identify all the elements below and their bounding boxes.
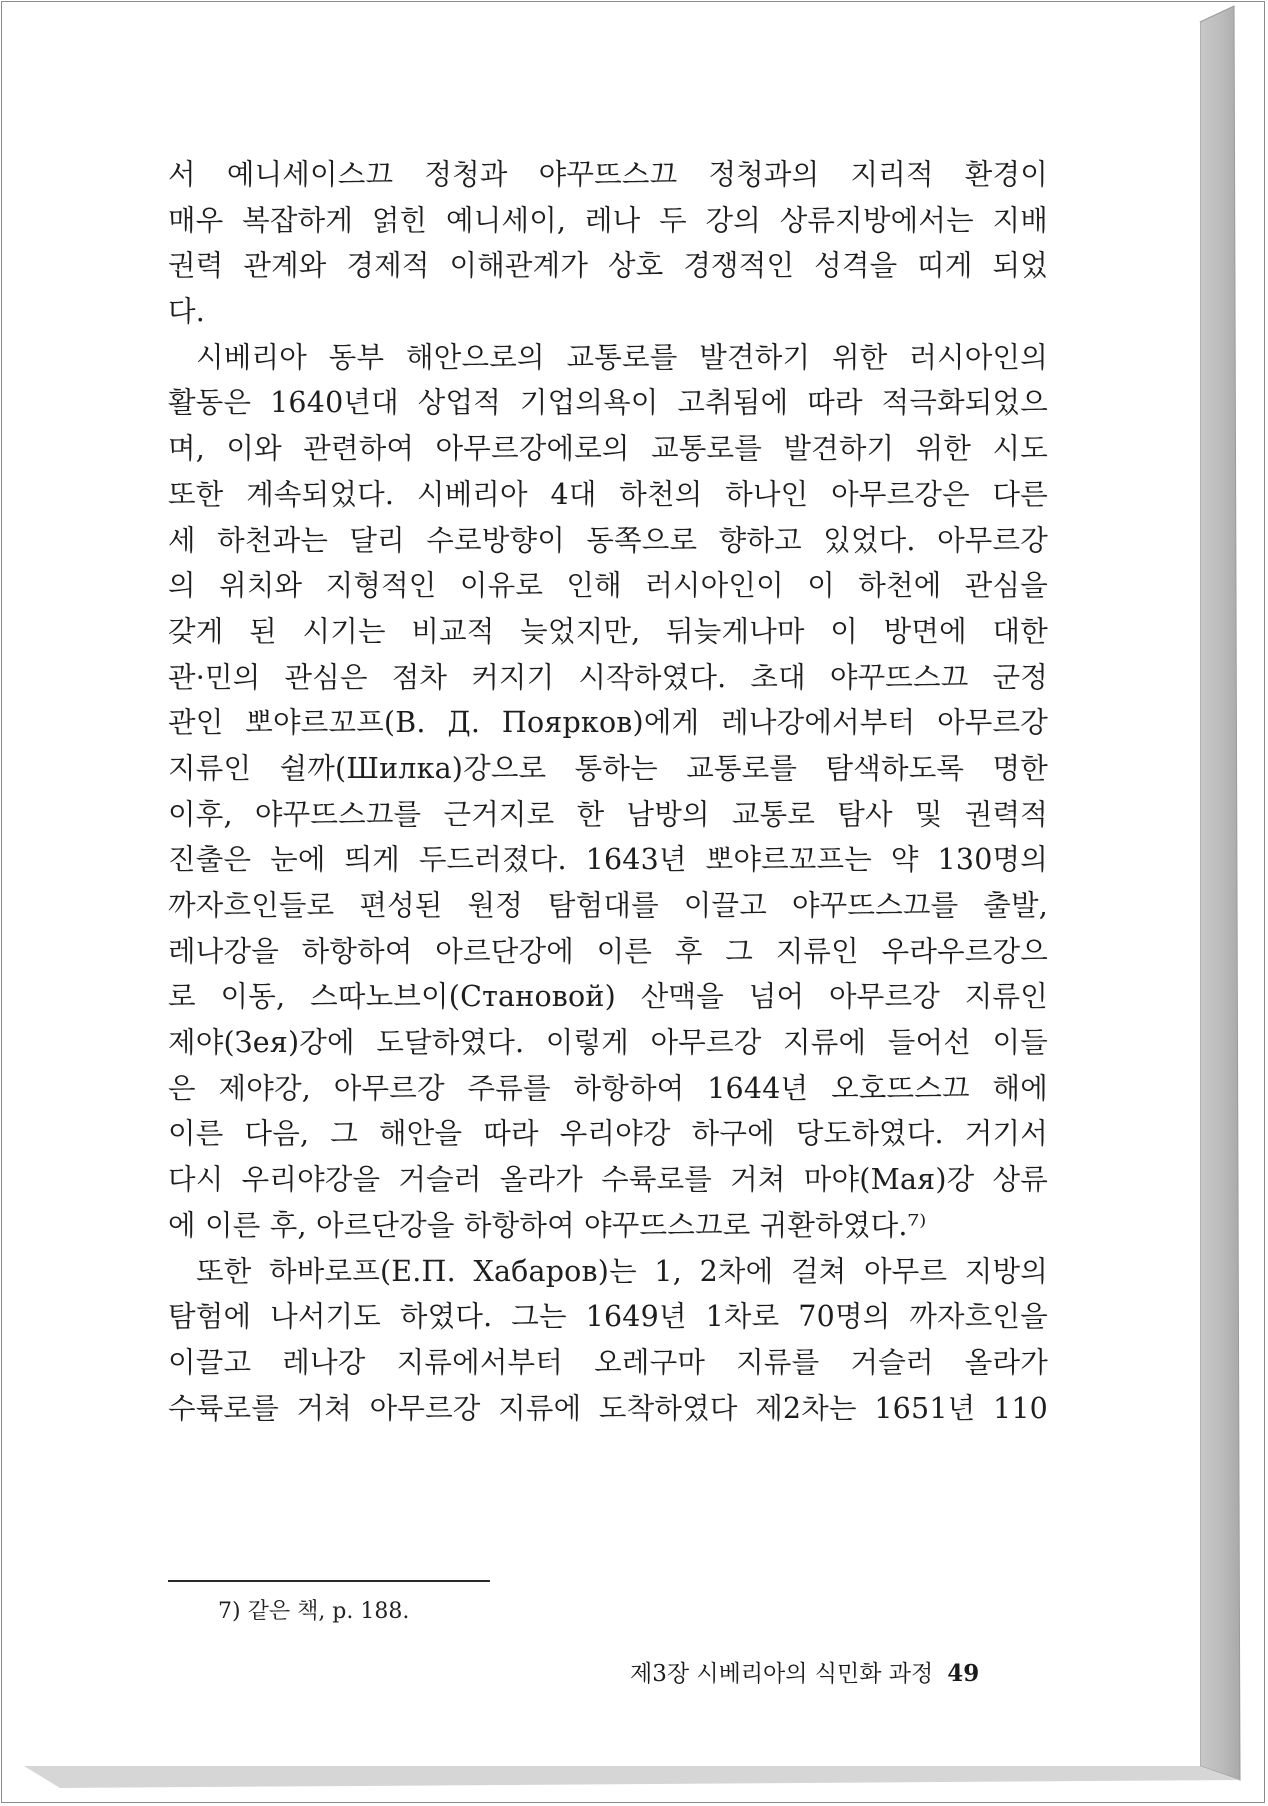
text-line: 이후, 야꾸뜨스끄를 근거지로 한 남방의 교통로 탐사 및 권력적 xyxy=(168,797,1048,831)
footnote: 7) 같은 책, p. 188. xyxy=(218,1599,410,1624)
chapter-title: 제3장 시베리아의 식민화 과정 xyxy=(630,1661,934,1687)
text-line: 이른 다음, 그 해안을 따라 우리야강 하구에 당도하였다. 거기서 xyxy=(168,1117,1048,1151)
text-line: 진출은 눈에 띄게 두드러졌다. 1643년 뽀야르꼬프는 약 130명의 xyxy=(168,843,1048,877)
text-line: 다. xyxy=(168,295,205,329)
book-page xyxy=(18,22,1200,1766)
text-line: 다시 우리야강을 거슬러 올라가 수륙로를 거쳐 마야(Мая)강 상류 xyxy=(168,1163,1048,1197)
text-line: 이끌고 레나강 지류에서부터 오레구마 지류를 거슬러 올라가 xyxy=(168,1345,1048,1379)
text-line: 에 이른 후, 아르단강을 하항하여 야꾸뜨스끄로 귀환하였다.⁷⁾ xyxy=(168,1208,927,1242)
text-line: 제야(Зея)강에 도달하였다. 이렇게 아무르강 지류에 들어선 이들 xyxy=(168,1026,1048,1060)
text-line: 지류인 쉴까(Шилка)강으로 통하는 교통로를 탐색하도록 명한 xyxy=(168,751,1048,785)
text-line: 관·민의 관심은 점차 커지기 시작하였다. 초대 야꾸뜨스끄 군정 xyxy=(168,660,1048,694)
text-line: 매우 복잡하게 얽힌 예니세이, 레나 두 강의 상류지방에서는 지배 xyxy=(168,203,1048,237)
text-line: 탐험에 나서기도 하였다. 그는 1649년 1차로 70명의 까자흐인을 xyxy=(168,1300,1048,1334)
text-line: 또한 하바로프(Е.П. Хабаров)는 1, 2차에 걸쳐 아무르 지방의 xyxy=(196,1254,1048,1288)
page-number: 49 xyxy=(947,1660,980,1687)
text-line: 까자흐인들로 편성된 원정 탐험대를 이끌고 야꾸뜨스끄를 출발, xyxy=(168,889,1048,922)
text-line: 로 이동, 스따노브이(Становой) 산맥을 넘어 아무르강 지류인 xyxy=(168,980,1048,1014)
text-line: 수륙로를 거쳐 아무르강 지류에 도착하였다 제2차는 1651년 110 xyxy=(168,1391,1048,1425)
text-line: 레나강을 하항하여 아르단강에 이른 후 그 지류인 우라우르강으 xyxy=(168,934,1048,968)
text-line: 권력 관계와 경제적 이해관계가 상호 경쟁적인 성격을 띠게 되었 xyxy=(168,249,1048,283)
text-line: 세 하천과는 달리 수로방향이 동쪽으로 향하고 있었다. 아무르강 xyxy=(168,523,1048,557)
text-line: 은 제야강, 아무르강 주류를 하항하여 1644년 오호뜨스끄 해에 xyxy=(168,1071,1048,1105)
text-line: 시베리아 동부 해안으로의 교통로를 발견하기 위한 러시아인의 xyxy=(196,340,1048,374)
text-line: 의 위치와 지형적인 이유로 인해 러시아인이 이 하천에 관심을 xyxy=(168,569,1048,603)
text-line: 관인 뽀야르꼬프(В. Д. Поярков)에게 레나강에서부터 아무르강 xyxy=(168,706,1048,740)
running-footer xyxy=(630,1655,979,1688)
text-line: 서 예니세이스끄 정청과 야꾸뜨스끄 정청과의 지리적 환경이 xyxy=(168,158,1048,191)
text-line: 며, 이와 관련하여 아무르강에로의 교통로를 발견하기 위한 시도 xyxy=(168,432,1048,466)
body-text xyxy=(168,152,1048,1431)
text-line: 활동은 1640년대 상업적 기업의욕이 고취됨에 따라 적극화되었으 xyxy=(168,386,1048,420)
text-line: 또한 계속되었다. 시베리아 4대 하천의 하나인 아무르강은 다른 xyxy=(168,477,1048,511)
footnote-divider xyxy=(168,1580,490,1582)
text-line: 갖게 된 시기는 비교적 늦었지만, 뒤늦게나마 이 방면에 대한 xyxy=(168,614,1048,648)
